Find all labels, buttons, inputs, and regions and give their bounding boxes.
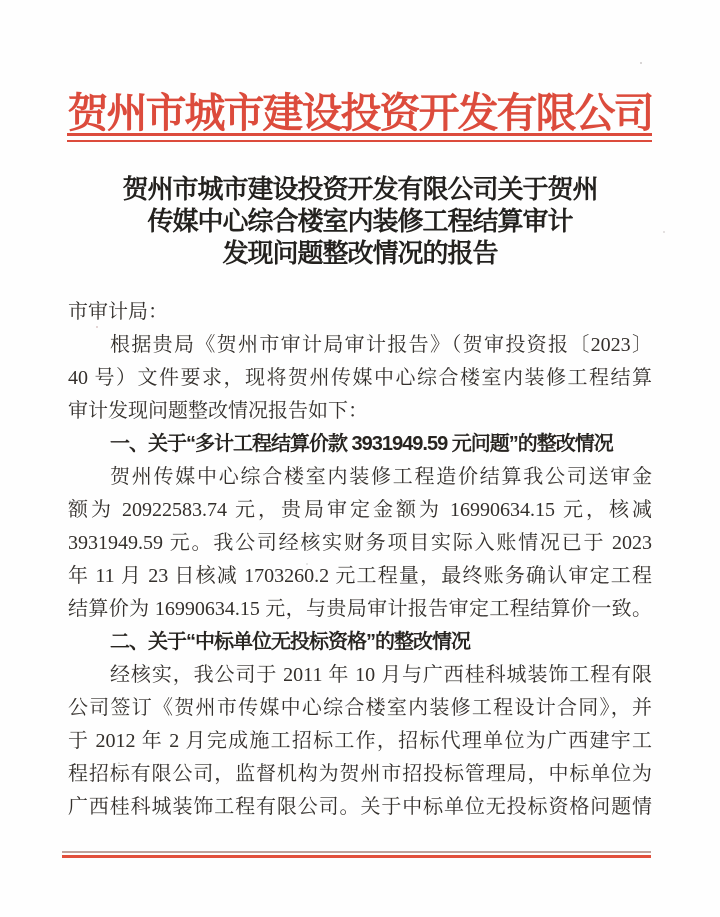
- body-line: 公司签订《贺州市传媒中心综合楼室内装修工程设计合同》，并: [68, 697, 652, 719]
- section-heading-1: 一、关于“多计工程结算价款 3931949.59 元问题”的整改情况: [110, 433, 613, 455]
- body-line: 于 2012 年 2 月完成施工招标工作，招标代理单位为广西建宇工: [68, 730, 652, 752]
- body-line: 程招标有限公司，监督机构为贺州市招投标管理局，中标单位为: [68, 763, 652, 785]
- document-title-line-2: 传媒中心综合楼室内装修工程结算审计: [147, 207, 573, 236]
- body-line: 3931949.59 元。我公司经核实财务项目实际入账情况已于 2023: [68, 532, 652, 554]
- footer-rule-grey-strip: [62, 851, 651, 853]
- document-title: [0, 174, 720, 270]
- footer-rule-red-strip: [62, 855, 651, 858]
- document-title-line-3: 发现问题整改情况的报告: [222, 239, 498, 268]
- footer-double-rule: [62, 851, 651, 858]
- document-body: [68, 296, 652, 824]
- body-line: 审计发现问题整改情况报告如下：: [68, 400, 368, 422]
- body-line: 结算价为 16990634.15 元，与贵局审计报告审定工程结算价一致。: [68, 598, 652, 620]
- body-line: 贺州传媒中心综合楼室内装修工程造价结算我公司送审金: [110, 466, 652, 488]
- letterhead-org-title: 贺州市城市建设投资开发有限公司: [67, 90, 653, 136]
- body-line: 40 号）文件要求，现将贺州传媒中心综合楼室内装修工程结算: [68, 367, 652, 389]
- salutation-line: 市审计局：: [68, 301, 168, 323]
- document-title-line-1: 贺州市城市建设投资开发有限公司关于贺州: [122, 175, 598, 204]
- body-line: 经核实，我公司于 2011 年 10 月与广西桂科城装饰工程有限: [110, 664, 652, 686]
- section-heading-2: 二、关于“中标单位无投标资格”的整改情况: [110, 631, 470, 653]
- body-line: 年 11 月 23 日核减 1703260.2 元工程量，最终账务确认审定工程: [68, 565, 652, 587]
- letterhead-double-rule: [67, 133, 652, 142]
- body-line: 根据贵局《贺州市审计局审计报告》（贺审投资报〔2023〕: [110, 334, 652, 356]
- body-line: 广西桂科城装饰工程有限公司。关于中标单位无投标资格问题情: [68, 796, 652, 818]
- body-line: 额为 20922583.74 元，贵局审定金额为 16990634.15 元，核减: [68, 499, 652, 521]
- scan-noise-specks: [0, 0, 2, 2]
